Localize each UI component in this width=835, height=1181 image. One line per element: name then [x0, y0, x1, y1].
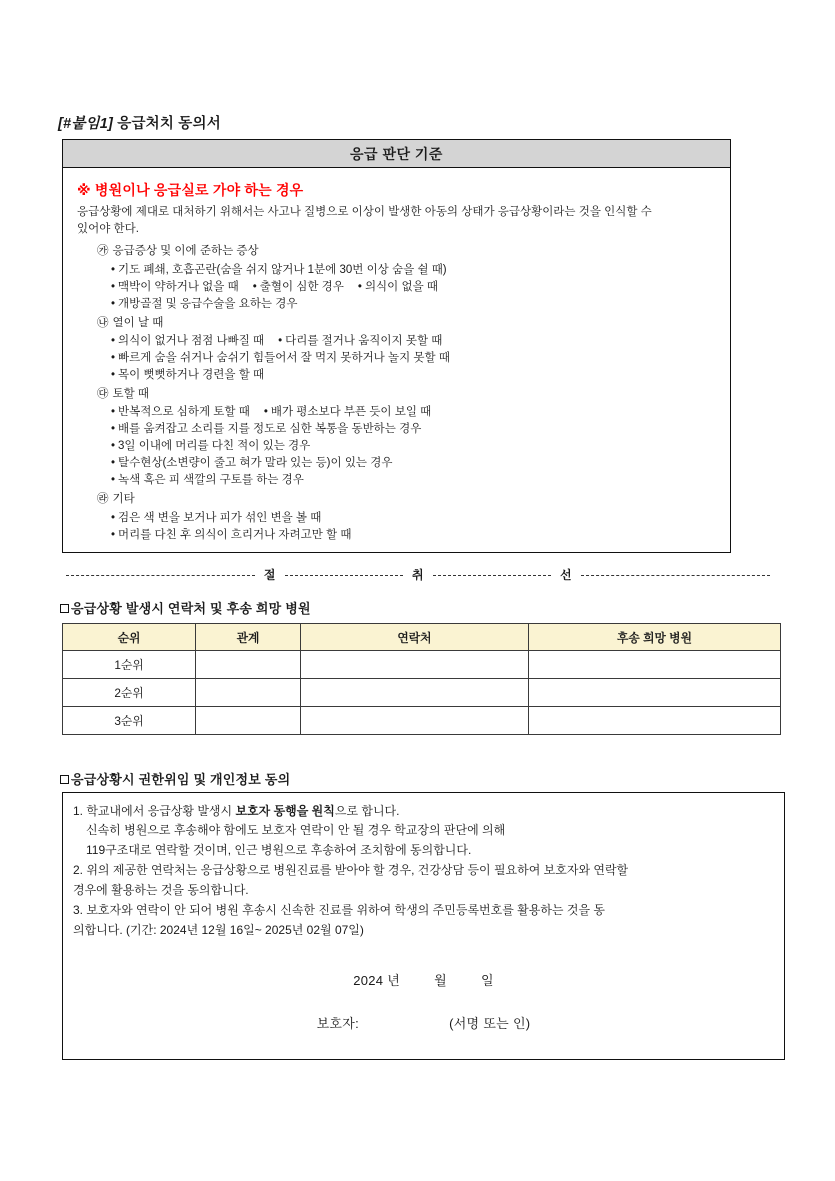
date-day: 일 [480, 973, 494, 989]
criteria-group-title [97, 491, 718, 508]
consent-section-label [60, 769, 290, 788]
criteria-body [63, 168, 730, 544]
criteria-bullet: • 개방골절 및 응급수술을 요하는 경우 [111, 297, 298, 310]
group-marker: ㉯ [97, 316, 109, 329]
criteria-group [97, 315, 718, 384]
criteria-bullet: • 의식이 없거나 점점 나빠질 때 • 다리를 절거나 움직이지 못할 때 [111, 334, 443, 347]
criteria-bullet: • 검은 색 변을 보거나 피가 섞인 변을 볼 때 [111, 511, 322, 524]
criteria-bullet-list [111, 262, 718, 313]
consent-item-1-line3-wrap [73, 841, 774, 860]
bullet-text-2: 출혈이 심한 경우 [259, 280, 344, 293]
consent-item-1-bold: 보호자 동행을 원칙 [235, 804, 335, 818]
criteria-bullet: • 머리를 다친 후 의식이 흐리거나 자려고만 할 때 [111, 528, 352, 541]
bullet-text: 개방골절 및 응급수술을 요하는 경우 [118, 297, 298, 310]
table-row [63, 707, 781, 735]
criteria-bullet-list [111, 404, 718, 489]
bullet-text: 맥박이 약하거나 없을 때 [118, 280, 239, 293]
bullet-text: 탈수현상(소변량이 줄고 혀가 말라 있는 등)이 있는 경우 [118, 457, 393, 470]
cut-char-2: 취 [411, 568, 425, 582]
bullet-text: 의식이 없거나 점점 나빠질 때 [118, 334, 265, 347]
criteria-bullet: • 반복적으로 심하게 토할 때 • 배가 평소보다 부픈 듯이 보일 때 [111, 406, 432, 419]
criteria-bullet-list [111, 333, 718, 384]
cut-char-1: 절 [263, 568, 276, 582]
bullet-text: 3일 이내에 머리를 다친 적이 있는 경우 [118, 440, 311, 453]
consent-item-1-line2: 신속히 병원으로 후송해야 함에도 보호자 연락이 안 될 경우 학교장의 판단에 의해 [86, 823, 506, 838]
dash-segment [285, 575, 403, 576]
table-header-row [63, 624, 781, 651]
bullet-text: 빠르게 숨을 쉬거나 숨쉬기 힘들어서 잘 먹지 못하거나 놀지 못할 때 [118, 351, 450, 364]
date-year: 2024 년 [353, 973, 401, 989]
criteria-group-title [97, 315, 718, 332]
criteria-header: 응급 판단 기준 [63, 140, 730, 168]
cell-relation[interactable] [196, 707, 301, 735]
bullet-text: 검은 색 변을 보거나 피가 섞인 변을 볼 때 [118, 511, 322, 524]
column-header-phone: 연락처 [301, 624, 529, 651]
date-month: 월 [434, 973, 447, 989]
consent-section-label-text: 응급상황시 권한위임 및 개인정보 동의 [71, 772, 291, 787]
cell-phone[interactable] [301, 679, 529, 707]
group-marker: ㉮ [97, 245, 109, 258]
group-title-text: 토할 때 [112, 387, 150, 400]
column-header-hospital: 후송 희망 병원 [529, 624, 781, 651]
criteria-bullet: • 탈수현상(소변량이 줄고 혀가 말라 있는 등)이 있는 경우 [111, 457, 393, 470]
bullet-text: 목이 뻣뻣하거나 경련을 할 때 [118, 368, 265, 381]
cell-hospital[interactable] [529, 679, 781, 707]
consent-item-2-line1: 2. 위의 제공한 연락처는 응급상황으로 병원진료를 받아야 할 경우, 건강상담 등이 필요하여 보호자와 연락할 [73, 863, 629, 878]
cell-rank: 3순위 [63, 707, 196, 735]
consent-item-3-line2: 의합니다. (기간: 2024년 12월 16일~ 2025년 02월 07일) [73, 922, 364, 937]
consent-item-1-pre: 1. 학교내에서 응급상황 발생시 [73, 804, 236, 818]
emergency-criteria-box [62, 139, 731, 553]
criteria-bullet: • 녹색 혹은 피 색깔의 구토를 하는 경우 [111, 474, 304, 487]
bullet-text: 기도 폐쇄, 호흡곤란(숨을 쉬지 않거나 1분에 30번 이상 숨을 쉴 때) [118, 263, 447, 276]
criteria-group-title [97, 243, 718, 260]
criteria-bullet: • 기도 폐쇄, 호흡곤란(숨을 쉬지 않거나 1분에 30번 이상 숨을 쉴 때) [111, 263, 447, 276]
group-title-text: 기타 [112, 493, 135, 506]
attachment-tag: [#붙임1] [58, 116, 113, 132]
consent-item-2-line2: 경우에 활용하는 것을 동의합니다. [73, 882, 249, 897]
consent-item-3 [73, 901, 774, 940]
criteria-group-title [97, 386, 718, 403]
column-header-relation: 관계 [196, 624, 301, 651]
consent-agreement-box [62, 792, 785, 1060]
cell-relation[interactable] [196, 679, 301, 707]
cell-rank: 2순위 [63, 679, 196, 707]
bullet-text: 녹색 혹은 피 색깔의 구토를 하는 경우 [118, 474, 304, 487]
cut-char-3: 선 [560, 568, 573, 582]
dash-segment [433, 575, 551, 576]
cell-phone[interactable] [301, 651, 529, 679]
criteria-bullet: • 3일 이내에 머리를 다친 적이 있는 경우 [111, 440, 311, 453]
criteria-group [97, 243, 718, 312]
checkbox-icon [60, 604, 69, 613]
bullet-text: 반복적으로 심하게 토할 때 [118, 406, 250, 419]
consent-item-1-line2-wrap [73, 821, 774, 840]
table-row [63, 679, 781, 707]
contact-section-label [60, 598, 311, 617]
criteria-bullet-list [111, 510, 718, 544]
column-header-rank: 순위 [63, 624, 196, 651]
criteria-group [97, 491, 718, 543]
bullet-text-2: 다리를 절거나 움직이지 못할 때 [285, 334, 443, 347]
dash-segment [581, 575, 770, 576]
bullet-text-3: 의식이 없을 때 [364, 280, 438, 293]
bullet-text: 배를 움켜잡고 소리를 지를 정도로 심한 복통을 동반하는 경우 [118, 423, 422, 436]
cell-relation[interactable] [196, 651, 301, 679]
criteria-bullet: • 맥박이 약하거나 없을 때 • 출혈이 심한 경우 • 의식이 없을 때 [111, 280, 438, 293]
criteria-red-heading: ※ 병원이나 응급실로 가야 하는 경우 [77, 182, 304, 198]
group-title-text: 응급증상 및 이에 준하는 증상 [112, 245, 259, 258]
criteria-intro-line1: 응급상황에 제대로 대처하기 위해서는 사고나 질병으로 이상이 발생한 아동의 상태가 응급상황이라는 것을 인식할 수 [77, 206, 652, 218]
page-title [58, 112, 221, 133]
cut-line-divider [60, 566, 776, 583]
cell-hospital[interactable] [529, 651, 781, 679]
criteria-bullet: • 배를 움켜잡고 소리를 지를 정도로 심한 복통을 동반하는 경우 [111, 423, 422, 436]
attachment-title: 응급처치 동의서 [117, 116, 221, 132]
criteria-group [97, 386, 718, 489]
criteria-bullet: • 빠르게 숨을 쉬거나 숨쉬기 힘들어서 잘 먹지 못하거나 놀지 못할 때 [111, 351, 450, 364]
consent-item-1-post: 으로 합니다. [334, 804, 400, 818]
bullet-text-2: 배가 평소보다 부픈 듯이 보일 때 [270, 406, 432, 419]
cell-phone[interactable] [301, 707, 529, 735]
consent-item-1-line3: 119구조대로 연락할 것이며, 인근 병원으로 후송하여 조치함에 동의합니다. [86, 842, 472, 857]
group-marker: ㉰ [97, 387, 109, 400]
consent-item-2 [73, 861, 774, 900]
table-row [63, 651, 781, 679]
bullet-text: 머리를 다친 후 의식이 흐리거나 자려고만 할 때 [118, 528, 352, 541]
guardian-label: 보호자: [316, 1016, 360, 1032]
signature-line [73, 1013, 774, 1032]
consent-item-3-line1: 3. 보호자와 연락이 안 되어 병원 후송시 신속한 진료를 위하여 학생의 주민등록번호를 활용하는 것을 동 [73, 903, 605, 918]
criteria-bullet: • 목이 뻣뻣하거나 경련을 할 때 [111, 368, 265, 381]
checkbox-icon [60, 775, 69, 784]
cell-hospital[interactable] [529, 707, 781, 735]
criteria-intro [77, 204, 718, 237]
contact-section-label-text: 응급상황 발생시 연락처 및 후송 희망 병원 [71, 601, 311, 616]
criteria-intro-line2: 있어야 한다. [77, 222, 139, 235]
consent-item-1 [73, 802, 774, 860]
emergency-contact-table [62, 623, 781, 735]
group-title-text: 열이 날 때 [112, 316, 164, 329]
dash-segment [66, 575, 255, 576]
group-marker: ㉱ [97, 493, 109, 506]
cell-rank: 1순위 [63, 651, 196, 679]
date-line [73, 970, 774, 989]
signature-note: (서명 또는 인) [449, 1016, 531, 1032]
